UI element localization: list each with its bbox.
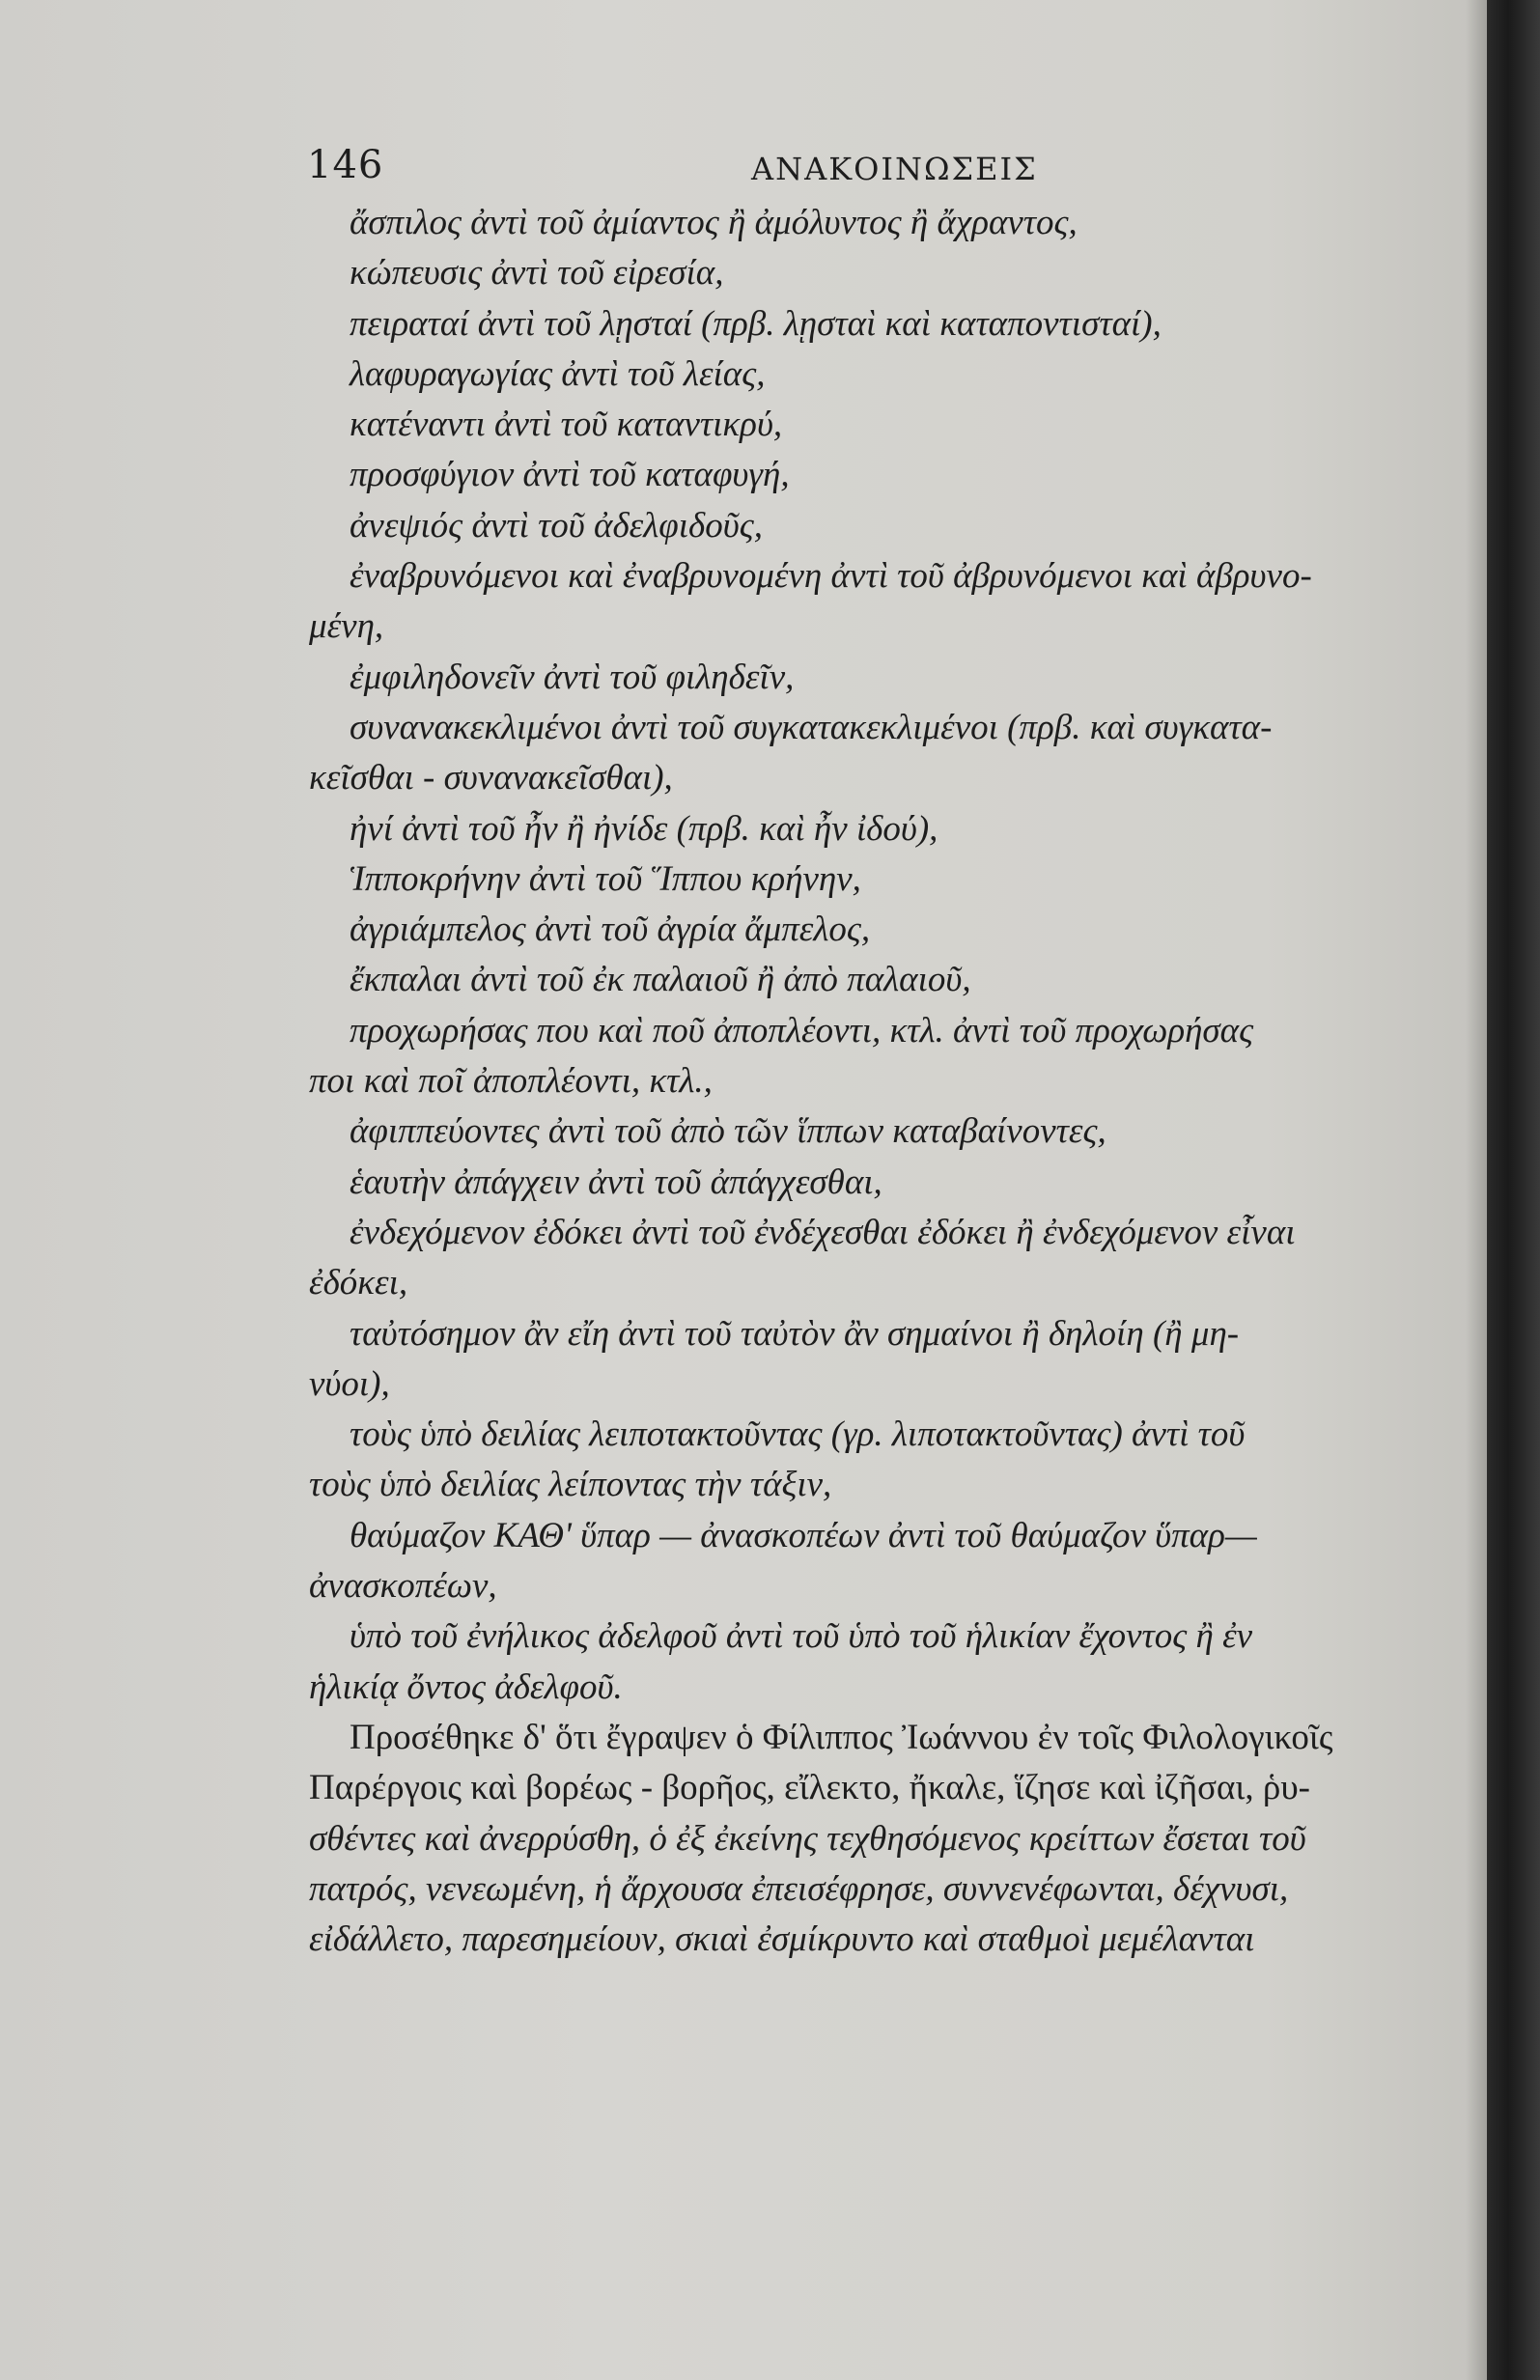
book-edge — [1487, 0, 1540, 2380]
page-number: 146 — [307, 143, 384, 187]
text-line: Προσέθηκε δ' ὅτι ἔγραψεν ὁ Φίλιππος Ἰωάννου ἐν τοῖς Φιλολογικοῖς — [350, 1717, 1333, 1757]
text-line: ἠνί ἀντὶ τοῦ ἦν ἢ ἠνίδε (πρβ. καὶ ἦν ἰδού), — [350, 808, 938, 849]
text-line: ἐνδεχόμενον ἐδόκει ἀντὶ τοῦ ἐνδέχεσθαι ἐδόκει ἢ ἐνδεχόμενον εἶναι — [350, 1212, 1296, 1252]
text-line: ἡλικίᾳ ὄντος ἀδελφοῦ. — [309, 1666, 623, 1707]
text-line: ἀφιππεύοντες ἀντὶ τοῦ ἀπὸ τῶν ἵππων καταβαίνοντες, — [350, 1111, 1106, 1152]
text-line: πειραταί ἀντὶ τοῦ λῃσταί (πρβ. λῃσταὶ καὶ καταποντισταί), — [350, 303, 1162, 344]
text-line: ἀνασκοπέων, — [309, 1566, 497, 1607]
page-gutter-shadow — [1466, 0, 1487, 2380]
text-line: ἐναβρυνόμενοι καὶ ἐναβρυνομένη ἀντὶ τοῦ ἀβρυνόμενοι καὶ ἀβρυνο- — [350, 556, 1312, 597]
text-line: τοὺς ὑπὸ δειλίας λειποτακτοῦντας (γρ. λιποτακτοῦντας) ἀντὶ τοῦ — [350, 1414, 1246, 1455]
text-line: ταὐτόσημον ἂν εἴη ἀντὶ τοῦ ταὐτὸν ἂν σημαίνοι ἢ δηλοίη (ἢ μη- — [350, 1313, 1240, 1354]
text-line: ποι καὶ ποῖ ἀποπλέοντι, κτλ., — [309, 1061, 713, 1102]
text-line: κεῖσθαι - συνανακεῖσθαι), — [309, 758, 673, 798]
text-line: πατρός, νενεωμένη, ἡ ἄρχουσα ἐπεισέφρησε, συννενέφωνται, δέχνυσι, — [309, 1868, 1289, 1909]
text-line: ἀγριάμπελος ἀντὶ τοῦ ἀγρία ἄμπελος, — [350, 910, 871, 950]
text-line: προχωρήσας που καὶ ποῦ ἀποπλέοντι, κτλ. ἀντὶ τοῦ προχωρήσας — [350, 1010, 1254, 1050]
text-line: λαφυραγωγίας ἀντὶ τοῦ λείας, — [350, 353, 766, 394]
text-line: Ἱπποκρήνην ἀντὶ τοῦ Ἵππου κρήνην, — [350, 858, 861, 899]
text-line: ἔκπαλαι ἀντὶ τοῦ ἐκ παλαιοῦ ἢ ἀπὸ παλαιοῦ, — [350, 960, 971, 1000]
text-line: σθέντες καὶ ἀνερρύσθη, ὁ ἐξ ἐκείνης τεχθησόμενος κρείττων ἔσεται τοῦ — [309, 1818, 1306, 1859]
text-line: κατέναντι ἀντὶ τοῦ καταντικρύ, — [350, 405, 783, 445]
text-line: ἐμφιληδονεῖν ἀντὶ τοῦ φιληδεῖν, — [350, 657, 795, 697]
text-line: κώπευσις ἀντὶ τοῦ εἰρεσία, — [350, 253, 724, 294]
text-line: ἑαυτὴν ἀπάγχειν ἀντὶ τοῦ ἀπάγχεσθαι, — [350, 1162, 882, 1202]
running-head: ΑΝΑΚΟΙΝΩΣΕΙΣ — [751, 151, 1038, 187]
text-line: ἐδόκει, — [309, 1263, 408, 1303]
text-line: συνανακεκλιμένοι ἀντὶ τοῦ συγκατακεκλιμένοι (πρβ. καὶ συγκατα- — [350, 707, 1273, 747]
text-line: ὑπὸ τοῦ ἐνήλικος ἀδελφοῦ ἀντὶ τοῦ ὑπὸ τοῦ ἡλικίαν ἔχοντος ἢ ἐν — [350, 1616, 1253, 1657]
text-line: θαύμαζον ΚΑΘ' ὕπαρ — ἀνασκοπέων ἀντὶ τοῦ θαύμαζον ὕπαρ— — [350, 1515, 1257, 1555]
text-line: εἰδάλλετο, παρεσημείουν, σκιαὶ ἐσμίκρυντο καὶ σταθμοὶ μεμέλανται — [309, 1919, 1255, 1960]
body-text — [309, 198, 1458, 1965]
text-line: προσφύγιον ἀντὶ τοῦ καταφυγή, — [350, 455, 790, 495]
text-line: νύοι), — [309, 1363, 390, 1404]
text-line: τοὺς ὑπὸ δειλίας λείποντας τὴν τάξιν, — [309, 1465, 832, 1505]
text-line: ἀνεψιός ἀντὶ τοῦ ἀδελφιδοῦς, — [350, 505, 763, 546]
text-line: μένη, — [309, 606, 384, 647]
text-line: ἄσπιλος ἀντὶ τοῦ ἀμίαντος ἢ ἀμόλυντος ἢ ἄχραντος, — [350, 203, 1078, 242]
text-line: Παρέργοις καὶ βορέως - βορῆος, εἴλεκτο, ἤκαλε, ἵζησε καὶ ἰζῆσαι, ῥυ- — [309, 1768, 1310, 1808]
